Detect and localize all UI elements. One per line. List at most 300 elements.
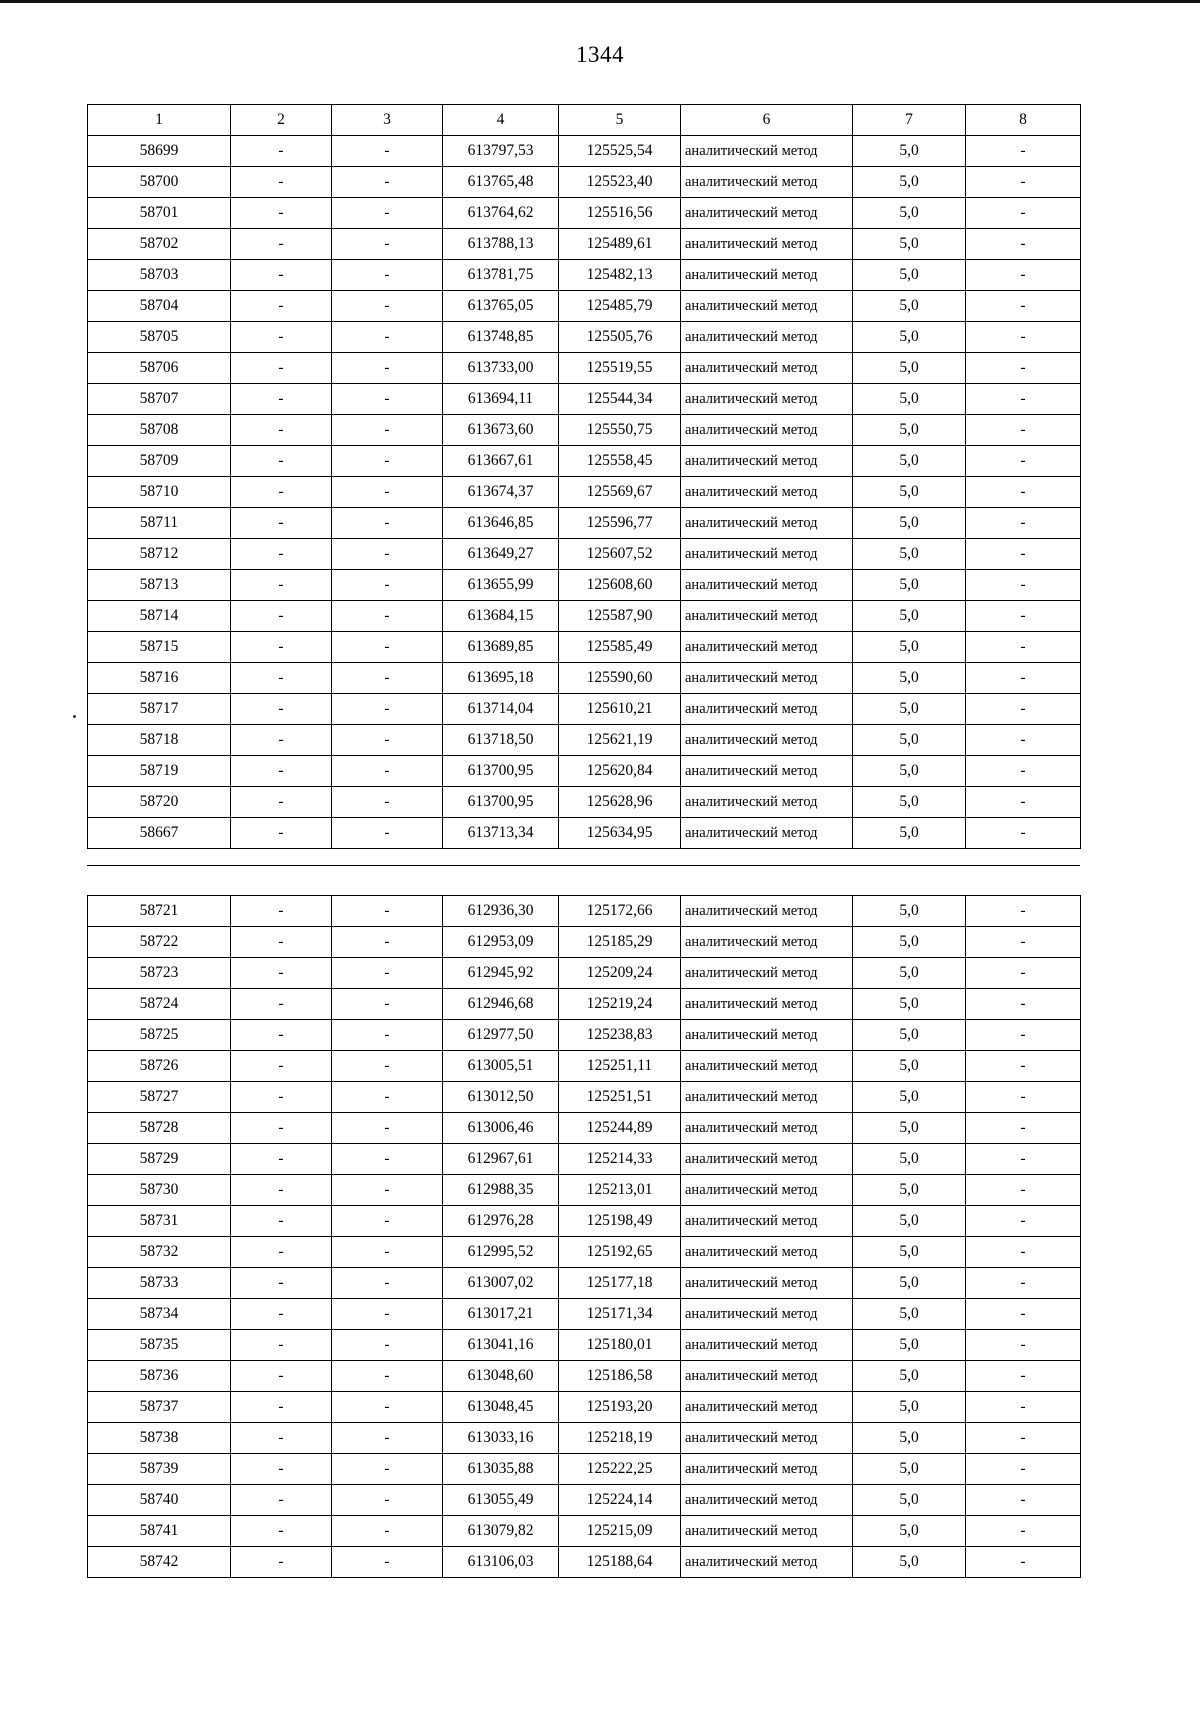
table-row xyxy=(88,787,1081,818)
table-cell-col-4: 613684,15 xyxy=(443,601,559,632)
table-cell-col-3: - xyxy=(332,1175,443,1206)
table-cell-col-1: 58712 xyxy=(88,539,231,570)
table-cell-col-6: аналитический метод xyxy=(681,818,853,849)
table-cell-col-2: - xyxy=(231,322,332,353)
table-cell-col-6: аналитический метод xyxy=(681,508,853,539)
table-cell-col-7: 5,0 xyxy=(853,663,966,694)
table-cell-col-3: - xyxy=(332,1299,443,1330)
table-cell-col-5: 125505,76 xyxy=(559,322,681,353)
table-cell-col-4: 613718,50 xyxy=(443,725,559,756)
table-cell-col-4: 613655,99 xyxy=(443,570,559,601)
table-cell-col-2: - xyxy=(231,1082,332,1113)
table-cell-col-3: - xyxy=(332,446,443,477)
table-cell-col-7: 5,0 xyxy=(853,1175,966,1206)
table-cell-col-1: 58733 xyxy=(88,1268,231,1299)
table-row xyxy=(88,229,1081,260)
table-cell-col-1: 58722 xyxy=(88,927,231,958)
table-cell-col-6: аналитический метод xyxy=(681,136,853,167)
table-cell-col-4: 613748,85 xyxy=(443,322,559,353)
table-cell-col-1: 58730 xyxy=(88,1175,231,1206)
table-cell-col-3: - xyxy=(332,1206,443,1237)
table-cell-col-4: 613788,13 xyxy=(443,229,559,260)
table-cell-col-6: аналитический метод xyxy=(681,1268,853,1299)
table-cell-col-5: 125519,55 xyxy=(559,353,681,384)
table-cell-col-7: 5,0 xyxy=(853,1051,966,1082)
table-cell-col-8: - xyxy=(966,1175,1081,1206)
table-cell-col-8: - xyxy=(966,601,1081,632)
table-cell-col-3: - xyxy=(332,291,443,322)
table-cell-col-6: аналитический метод xyxy=(681,1454,853,1485)
table-cell-col-3: - xyxy=(332,477,443,508)
table-cell-col-5: 125485,79 xyxy=(559,291,681,322)
table-cell-col-4: 613765,05 xyxy=(443,291,559,322)
table-cell-col-8: - xyxy=(966,756,1081,787)
table-cell-col-8: - xyxy=(966,384,1081,415)
column-header-5: 5 xyxy=(559,105,681,136)
table-cell-col-1: 58702 xyxy=(88,229,231,260)
table-cell-col-8: - xyxy=(966,1392,1081,1423)
table-cell-col-2: - xyxy=(231,1175,332,1206)
table-cell-col-8: - xyxy=(966,570,1081,601)
table-cell-col-5: 125185,29 xyxy=(559,927,681,958)
table-cell-col-7: 5,0 xyxy=(853,1516,966,1547)
table-cell-col-1: 58718 xyxy=(88,725,231,756)
table-cell-col-3: - xyxy=(332,260,443,291)
table-cell-col-6: аналитический метод xyxy=(681,1206,853,1237)
column-header-1: 1 xyxy=(88,105,231,136)
table-cell-col-4: 613006,46 xyxy=(443,1113,559,1144)
table-cell-col-4: 613035,88 xyxy=(443,1454,559,1485)
table-cell-col-4: 613689,85 xyxy=(443,632,559,663)
table-cell-col-3: - xyxy=(332,1361,443,1392)
table-cell-col-4: 612953,09 xyxy=(443,927,559,958)
table-cell-col-5: 125251,51 xyxy=(559,1082,681,1113)
table-cell-col-4: 613055,49 xyxy=(443,1485,559,1516)
table-cell-col-3: - xyxy=(332,570,443,601)
table-cell-col-8: - xyxy=(966,787,1081,818)
table-row xyxy=(88,1392,1081,1423)
table-cell-col-7: 5,0 xyxy=(853,1144,966,1175)
table-row xyxy=(88,632,1081,663)
table-cell-col-2: - xyxy=(231,1237,332,1268)
table-cell-col-6: аналитический метод xyxy=(681,1051,853,1082)
table-cell-col-5: 125558,45 xyxy=(559,446,681,477)
table-cell-col-7: 5,0 xyxy=(853,896,966,927)
table-row xyxy=(88,1454,1081,1485)
table-cell-col-8: - xyxy=(966,136,1081,167)
table-cell-col-5: 125251,11 xyxy=(559,1051,681,1082)
table-cell-col-3: - xyxy=(332,1392,443,1423)
table-cell-col-1: 58667 xyxy=(88,818,231,849)
table-cell-col-2: - xyxy=(231,1299,332,1330)
table-cell-col-4: 613700,95 xyxy=(443,756,559,787)
table-row xyxy=(88,1516,1081,1547)
table-cell-col-2: - xyxy=(231,1423,332,1454)
table-cell-col-7: 5,0 xyxy=(853,787,966,818)
table-cell-col-3: - xyxy=(332,539,443,570)
table-cell-col-5: 125525,54 xyxy=(559,136,681,167)
table-row xyxy=(88,260,1081,291)
table-cell-col-5: 125198,49 xyxy=(559,1206,681,1237)
table-cell-col-6: аналитический метод xyxy=(681,787,853,818)
table-cell-col-1: 58728 xyxy=(88,1113,231,1144)
table-cell-col-4: 613765,48 xyxy=(443,167,559,198)
table-cell-col-2: - xyxy=(231,384,332,415)
table-cell-col-2: - xyxy=(231,896,332,927)
table-cell-col-4: 613673,60 xyxy=(443,415,559,446)
table-cell-col-7: 5,0 xyxy=(853,539,966,570)
table-cell-col-1: 58708 xyxy=(88,415,231,446)
coordinates-table-2 xyxy=(87,895,1081,1578)
table-cell-col-4: 613781,75 xyxy=(443,260,559,291)
table-cell-col-6: аналитический метод xyxy=(681,958,853,989)
table-cell-col-4: 613713,34 xyxy=(443,818,559,849)
table-cell-col-6: аналитический метод xyxy=(681,1113,853,1144)
table-cell-col-1: 58737 xyxy=(88,1392,231,1423)
table-cell-col-2: - xyxy=(231,415,332,446)
table-cell-col-7: 5,0 xyxy=(853,1206,966,1237)
table-cell-col-6: аналитический метод xyxy=(681,896,853,927)
table-cell-col-6: аналитический метод xyxy=(681,1516,853,1547)
table-cell-col-2: - xyxy=(231,989,332,1020)
table-cell-col-6: аналитический метод xyxy=(681,260,853,291)
table-cell-col-2: - xyxy=(231,927,332,958)
table-cell-col-2: - xyxy=(231,1113,332,1144)
table-row xyxy=(88,927,1081,958)
table-cell-col-3: - xyxy=(332,1051,443,1082)
table-cell-col-1: 58710 xyxy=(88,477,231,508)
column-header-3: 3 xyxy=(332,105,443,136)
table-cell-col-8: - xyxy=(966,477,1081,508)
table-cell-col-4: 613674,37 xyxy=(443,477,559,508)
table-cell-col-5: 125222,25 xyxy=(559,1454,681,1485)
table-cell-col-5: 125608,60 xyxy=(559,570,681,601)
table-cell-col-4: 612946,68 xyxy=(443,989,559,1020)
table-cell-col-4: 613797,53 xyxy=(443,136,559,167)
table-cell-col-6: аналитический метод xyxy=(681,1237,853,1268)
table-cell-col-8: - xyxy=(966,353,1081,384)
table-cell-col-4: 613106,03 xyxy=(443,1547,559,1578)
table-cell-col-3: - xyxy=(332,229,443,260)
table-cell-col-3: - xyxy=(332,818,443,849)
scan-dot-mark xyxy=(73,715,76,718)
table-cell-col-1: 58717 xyxy=(88,694,231,725)
table-cell-col-8: - xyxy=(966,508,1081,539)
column-header-2: 2 xyxy=(231,105,332,136)
table-cell-col-8: - xyxy=(966,1516,1081,1547)
table-cell-col-4: 613041,16 xyxy=(443,1330,559,1361)
table-cell-col-6: аналитический метод xyxy=(681,1392,853,1423)
table-cell-col-1: 58734 xyxy=(88,1299,231,1330)
table-cell-col-7: 5,0 xyxy=(853,229,966,260)
table-cell-col-5: 125610,21 xyxy=(559,694,681,725)
table-row xyxy=(88,896,1081,927)
table-cell-col-2: - xyxy=(231,198,332,229)
table-cell-col-7: 5,0 xyxy=(853,353,966,384)
column-header-4: 4 xyxy=(443,105,559,136)
table-cell-col-8: - xyxy=(966,1082,1081,1113)
table-cell-col-4: 613048,45 xyxy=(443,1392,559,1423)
table-cell-col-4: 613033,16 xyxy=(443,1423,559,1454)
table-cell-col-5: 125523,40 xyxy=(559,167,681,198)
table-cell-col-5: 125590,60 xyxy=(559,663,681,694)
table-cell-col-1: 58721 xyxy=(88,896,231,927)
table-row xyxy=(88,136,1081,167)
table-cell-col-8: - xyxy=(966,1299,1081,1330)
table-cell-col-5: 125180,01 xyxy=(559,1330,681,1361)
table-cell-col-3: - xyxy=(332,958,443,989)
table-cell-col-8: - xyxy=(966,818,1081,849)
table-row xyxy=(88,353,1081,384)
table-row xyxy=(88,539,1081,570)
table-cell-col-5: 125219,24 xyxy=(559,989,681,1020)
table-cell-col-7: 5,0 xyxy=(853,958,966,989)
table-cell-col-3: - xyxy=(332,1144,443,1175)
table-cell-col-6: аналитический метод xyxy=(681,415,853,446)
table-row xyxy=(88,1082,1081,1113)
table-cell-col-6: аналитический метод xyxy=(681,1299,853,1330)
table-cell-col-4: 612977,50 xyxy=(443,1020,559,1051)
table-cell-col-2: - xyxy=(231,725,332,756)
table-cell-col-1: 58716 xyxy=(88,663,231,694)
table-cell-col-3: - xyxy=(332,136,443,167)
table-cell-col-2: - xyxy=(231,446,332,477)
table-row xyxy=(88,1237,1081,1268)
table-cell-col-5: 125489,61 xyxy=(559,229,681,260)
table-cell-col-7: 5,0 xyxy=(853,1237,966,1268)
table-row xyxy=(88,1268,1081,1299)
table-cell-col-8: - xyxy=(966,1454,1081,1485)
table-cell-col-8: - xyxy=(966,291,1081,322)
table-cell-col-8: - xyxy=(966,1020,1081,1051)
table-cell-col-5: 125596,77 xyxy=(559,508,681,539)
table-cell-col-2: - xyxy=(231,539,332,570)
table-row xyxy=(88,1423,1081,1454)
table-row xyxy=(88,570,1081,601)
table-cell-col-3: - xyxy=(332,508,443,539)
table-cell-col-6: аналитический метод xyxy=(681,989,853,1020)
table-cell-col-6: аналитический метод xyxy=(681,1175,853,1206)
table-cell-col-4: 613700,95 xyxy=(443,787,559,818)
table-cell-col-3: - xyxy=(332,1516,443,1547)
table-cell-col-3: - xyxy=(332,663,443,694)
table-cell-col-3: - xyxy=(332,632,443,663)
table-cell-col-4: 613695,18 xyxy=(443,663,559,694)
table-cell-col-4: 612995,52 xyxy=(443,1237,559,1268)
table-cell-col-1: 58725 xyxy=(88,1020,231,1051)
table-cell-col-4: 613012,50 xyxy=(443,1082,559,1113)
table-cell-col-4: 612976,28 xyxy=(443,1206,559,1237)
table-cell-col-7: 5,0 xyxy=(853,1423,966,1454)
table-cell-col-2: - xyxy=(231,477,332,508)
table-row xyxy=(88,989,1081,1020)
table-cell-col-6: аналитический метод xyxy=(681,1020,853,1051)
table-cell-col-3: - xyxy=(332,1237,443,1268)
table-cell-col-4: 612967,61 xyxy=(443,1144,559,1175)
table-cell-col-6: аналитический метод xyxy=(681,1082,853,1113)
table-cell-col-8: - xyxy=(966,1361,1081,1392)
table-cell-col-6: аналитический метод xyxy=(681,1485,853,1516)
table-cell-col-5: 125607,52 xyxy=(559,539,681,570)
table-row xyxy=(88,1330,1081,1361)
table-cell-col-1: 58719 xyxy=(88,756,231,787)
table-cell-col-4: 613649,27 xyxy=(443,539,559,570)
table-cell-col-6: аналитический метод xyxy=(681,1361,853,1392)
table-cell-col-8: - xyxy=(966,1051,1081,1082)
table-cell-col-2: - xyxy=(231,958,332,989)
column-header-8: 8 xyxy=(966,105,1081,136)
table-cell-col-4: 613733,00 xyxy=(443,353,559,384)
table-cell-col-8: - xyxy=(966,446,1081,477)
table-cell-col-2: - xyxy=(231,601,332,632)
table-cell-col-6: аналитический метод xyxy=(681,756,853,787)
table-cell-col-2: - xyxy=(231,1330,332,1361)
table-cell-col-2: - xyxy=(231,1051,332,1082)
table-cell-col-2: - xyxy=(231,229,332,260)
table-cell-col-2: - xyxy=(231,1268,332,1299)
table-cell-col-5: 125550,75 xyxy=(559,415,681,446)
table-cell-col-3: - xyxy=(332,415,443,446)
table-cell-col-1: 58705 xyxy=(88,322,231,353)
table-row xyxy=(88,818,1081,849)
table-row xyxy=(88,167,1081,198)
table-cell-col-8: - xyxy=(966,539,1081,570)
table-cell-col-7: 5,0 xyxy=(853,384,966,415)
table-cell-col-6: аналитический метод xyxy=(681,1144,853,1175)
table-row xyxy=(88,1144,1081,1175)
table-cell-col-7: 5,0 xyxy=(853,1268,966,1299)
table-cell-col-5: 125569,67 xyxy=(559,477,681,508)
table-cell-col-5: 125621,19 xyxy=(559,725,681,756)
coordinates-table-1 xyxy=(87,104,1081,849)
table-cell-col-2: - xyxy=(231,632,332,663)
table-cell-col-2: - xyxy=(231,1020,332,1051)
table-cell-col-4: 612945,92 xyxy=(443,958,559,989)
table-row xyxy=(88,322,1081,353)
table-cell-col-7: 5,0 xyxy=(853,1020,966,1051)
table-cell-col-5: 125224,14 xyxy=(559,1485,681,1516)
table-cell-col-3: - xyxy=(332,1485,443,1516)
table-cell-col-5: 125544,34 xyxy=(559,384,681,415)
table-cell-col-8: - xyxy=(966,322,1081,353)
table-cell-col-5: 125172,66 xyxy=(559,896,681,927)
table-cell-col-2: - xyxy=(231,1547,332,1578)
table-cell-col-8: - xyxy=(966,1268,1081,1299)
table-cell-col-3: - xyxy=(332,167,443,198)
table-cell-col-2: - xyxy=(231,1361,332,1392)
table-cell-col-6: аналитический метод xyxy=(681,322,853,353)
table-row xyxy=(88,384,1081,415)
table-cell-col-3: - xyxy=(332,896,443,927)
table-row xyxy=(88,756,1081,787)
table-cell-col-8: - xyxy=(966,415,1081,446)
table-cell-col-8: - xyxy=(966,1237,1081,1268)
table-cell-col-8: - xyxy=(966,1144,1081,1175)
table-cell-col-2: - xyxy=(231,756,332,787)
table-cell-col-1: 58736 xyxy=(88,1361,231,1392)
table-cell-col-8: - xyxy=(966,989,1081,1020)
table-cell-col-5: 125516,56 xyxy=(559,198,681,229)
table-cell-col-4: 613048,60 xyxy=(443,1361,559,1392)
table-row xyxy=(88,1547,1081,1578)
table-cell-col-3: - xyxy=(332,353,443,384)
table-cell-col-7: 5,0 xyxy=(853,1454,966,1485)
table-cell-col-6: аналитический метод xyxy=(681,927,853,958)
table-cell-col-7: 5,0 xyxy=(853,601,966,632)
table-cell-col-4: 612936,30 xyxy=(443,896,559,927)
table-cell-col-6: аналитический метод xyxy=(681,632,853,663)
table-cell-col-5: 125628,96 xyxy=(559,787,681,818)
table-cell-col-6: аналитический метод xyxy=(681,570,853,601)
table-cell-col-2: - xyxy=(231,353,332,384)
table-row xyxy=(88,601,1081,632)
table-cell-col-8: - xyxy=(966,1423,1081,1454)
table-separator-line xyxy=(87,865,1080,866)
page-number: 1344 xyxy=(576,42,624,67)
table-cell-col-3: - xyxy=(332,694,443,725)
table-cell-col-7: 5,0 xyxy=(853,632,966,663)
table-cell-col-6: аналитический метод xyxy=(681,167,853,198)
table-cell-col-2: - xyxy=(231,694,332,725)
table-cell-col-7: 5,0 xyxy=(853,446,966,477)
table-cell-col-3: - xyxy=(332,787,443,818)
table-row xyxy=(88,1361,1081,1392)
table-cell-col-1: 58732 xyxy=(88,1237,231,1268)
table-cell-col-7: 5,0 xyxy=(853,1547,966,1578)
table-cell-col-5: 125214,33 xyxy=(559,1144,681,1175)
table-row xyxy=(88,958,1081,989)
table-row xyxy=(88,663,1081,694)
table-cell-col-3: - xyxy=(332,384,443,415)
table-cell-col-8: - xyxy=(966,1330,1081,1361)
table-cell-col-3: - xyxy=(332,1547,443,1578)
table-cell-col-7: 5,0 xyxy=(853,1361,966,1392)
table-cell-col-4: 612988,35 xyxy=(443,1175,559,1206)
table-cell-col-7: 5,0 xyxy=(853,260,966,291)
table-cell-col-8: - xyxy=(966,167,1081,198)
table-cell-col-1: 58701 xyxy=(88,198,231,229)
table-cell-col-1: 58700 xyxy=(88,167,231,198)
table-cell-col-7: 5,0 xyxy=(853,1485,966,1516)
table-cell-col-6: аналитический метод xyxy=(681,725,853,756)
table-cell-col-1: 58723 xyxy=(88,958,231,989)
table-cell-col-7: 5,0 xyxy=(853,1082,966,1113)
table-cell-col-2: - xyxy=(231,167,332,198)
table-cell-col-5: 125244,89 xyxy=(559,1113,681,1144)
table-cell-col-6: аналитический метод xyxy=(681,198,853,229)
table-cell-col-8: - xyxy=(966,1206,1081,1237)
table-cell-col-3: - xyxy=(332,989,443,1020)
table-cell-col-1: 58739 xyxy=(88,1454,231,1485)
table-cell-col-8: - xyxy=(966,663,1081,694)
table-cell-col-2: - xyxy=(231,291,332,322)
table-cell-col-7: 5,0 xyxy=(853,725,966,756)
table-cell-col-7: 5,0 xyxy=(853,1113,966,1144)
table-row xyxy=(88,508,1081,539)
table-cell-col-8: - xyxy=(966,198,1081,229)
table-cell-col-4: 613017,21 xyxy=(443,1299,559,1330)
table-cell-col-8: - xyxy=(966,229,1081,260)
table-cell-col-2: - xyxy=(231,818,332,849)
table-cell-col-2: - xyxy=(231,787,332,818)
table-cell-col-8: - xyxy=(966,1547,1081,1578)
table-cell-col-3: - xyxy=(332,1454,443,1485)
table-cell-col-8: - xyxy=(966,927,1081,958)
table-row xyxy=(88,1206,1081,1237)
table-cell-col-3: - xyxy=(332,1423,443,1454)
table-cell-col-3: - xyxy=(332,927,443,958)
table-cell-col-7: 5,0 xyxy=(853,167,966,198)
